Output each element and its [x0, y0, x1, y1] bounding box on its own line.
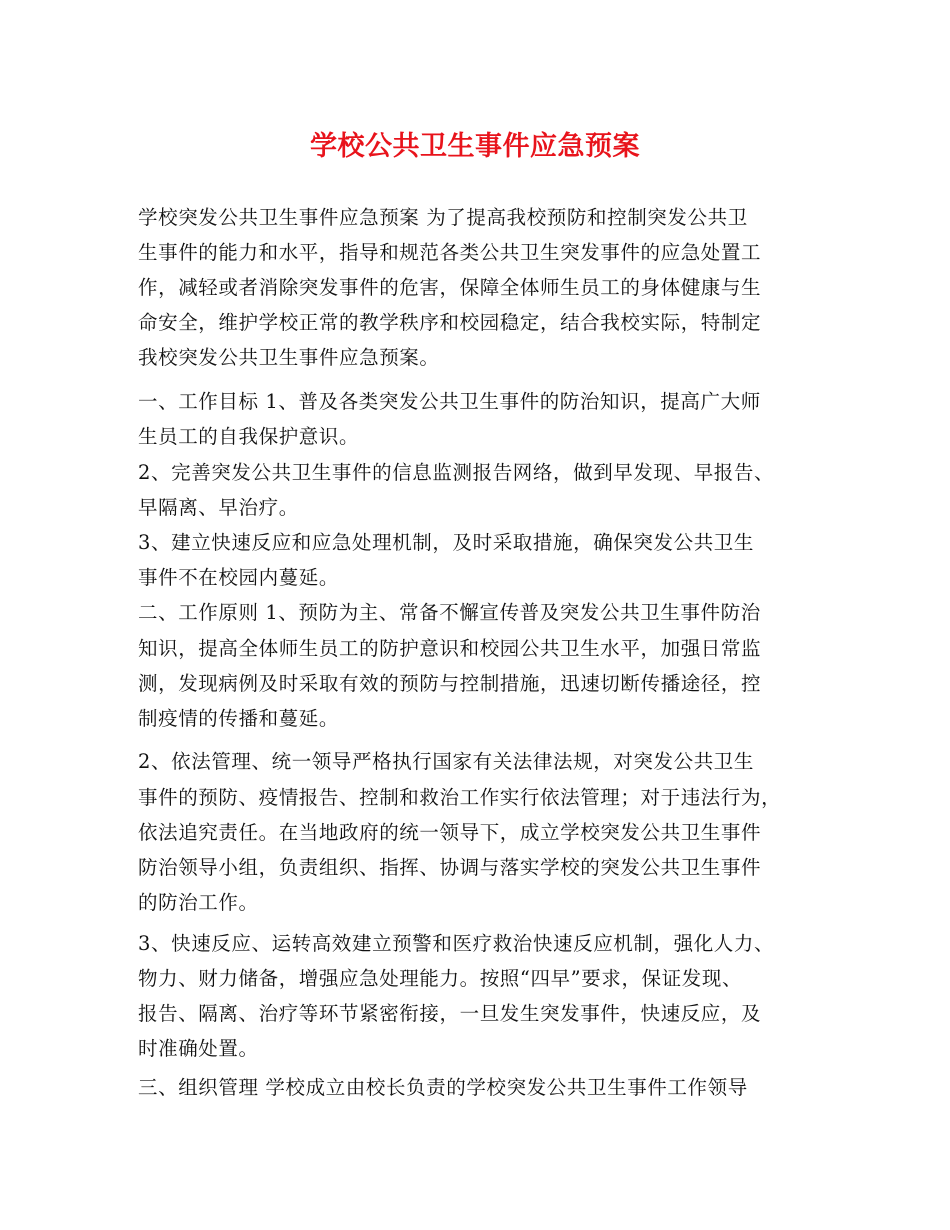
body-line: 3、建立快速反应和应急处理机制，及时采取措施，确保突发公共卫生 [138, 531, 755, 554]
body-line: 一、工作目标 1、普及各类突发公共卫生事件的防治知识，提高广大师 [138, 390, 761, 413]
body-line: 生员工的自我保护意识。 [138, 425, 360, 448]
body-line: 依法追究责任。在当地政府的统一领导下，成立学校突发公共卫生事件 [138, 821, 762, 844]
document-title: 学校公共卫生事件应急预案 [310, 131, 640, 162]
body-line: 早隔离、早治疗。 [138, 496, 299, 519]
body-line: 命安全，维护学校正常的教学秩序和校园稳定，结合我校实际，特制定 [138, 311, 762, 334]
body-line: 3、快速反应、运转高效建立预警和医疗救治快速反应机制，强化人力、 [138, 932, 775, 955]
body-line: 事件不在校园内蔓延。 [138, 566, 340, 589]
body-line: 三、组织管理 学校成立由校长负责的学校突发公共卫生事件工作领导 [138, 1076, 748, 1099]
body-line: 学校突发公共卫生事件应急预案 为了提高我校预防和控制突发公共卫 [138, 206, 748, 229]
body-line: 生事件的能力和水平，指导和规范各类公共卫生突发事件的应急处置工 [138, 241, 762, 264]
body-line: 的防治工作。 [138, 891, 259, 914]
body-line: 事件的预防、疫情报告、控制和救治工作实行依法管理；对于违法行为， [138, 786, 782, 809]
body-line: 测，发现病例及时采取有效的预防与控制措施，迅速切断传播途径，控 [138, 672, 762, 695]
body-line: 制疫情的传播和蔓延。 [138, 707, 340, 730]
body-line: 报告、隔离、治疗等环节紧密衔接，一旦发生突发事件，快速反应，及 [138, 1002, 762, 1025]
body-line: 时准确处置。 [138, 1037, 259, 1060]
body-line: 知识，提高全体师生员工的防护意识和校园公共卫生水平，加强日常监 [138, 637, 762, 660]
body-line: 物力、财力储备，增强应急处理能力。按照“四早”要求，保证发现、 [138, 967, 743, 990]
body-line: 2、依法管理、统一领导严格执行国家有关法律法规，对突发公共卫生 [138, 750, 755, 773]
body-line: 防治领导小组，负责组织、指挥、协调与落实学校的突发公共卫生事件 [138, 856, 762, 879]
body-line: 作，减轻或者消除突发事件的危害，保障全体师生员工的身体健康与生 [138, 276, 762, 299]
body-line: 二、工作原则 1、预防为主、常备不懈宣传普及突发公共卫生事件防治 [138, 601, 761, 624]
body-line: 我校突发公共卫生事件应急预案。 [138, 346, 440, 369]
body-line: 2、完善突发公共卫生事件的信息监测报告网络，做到早发现、早报告、 [138, 461, 775, 484]
